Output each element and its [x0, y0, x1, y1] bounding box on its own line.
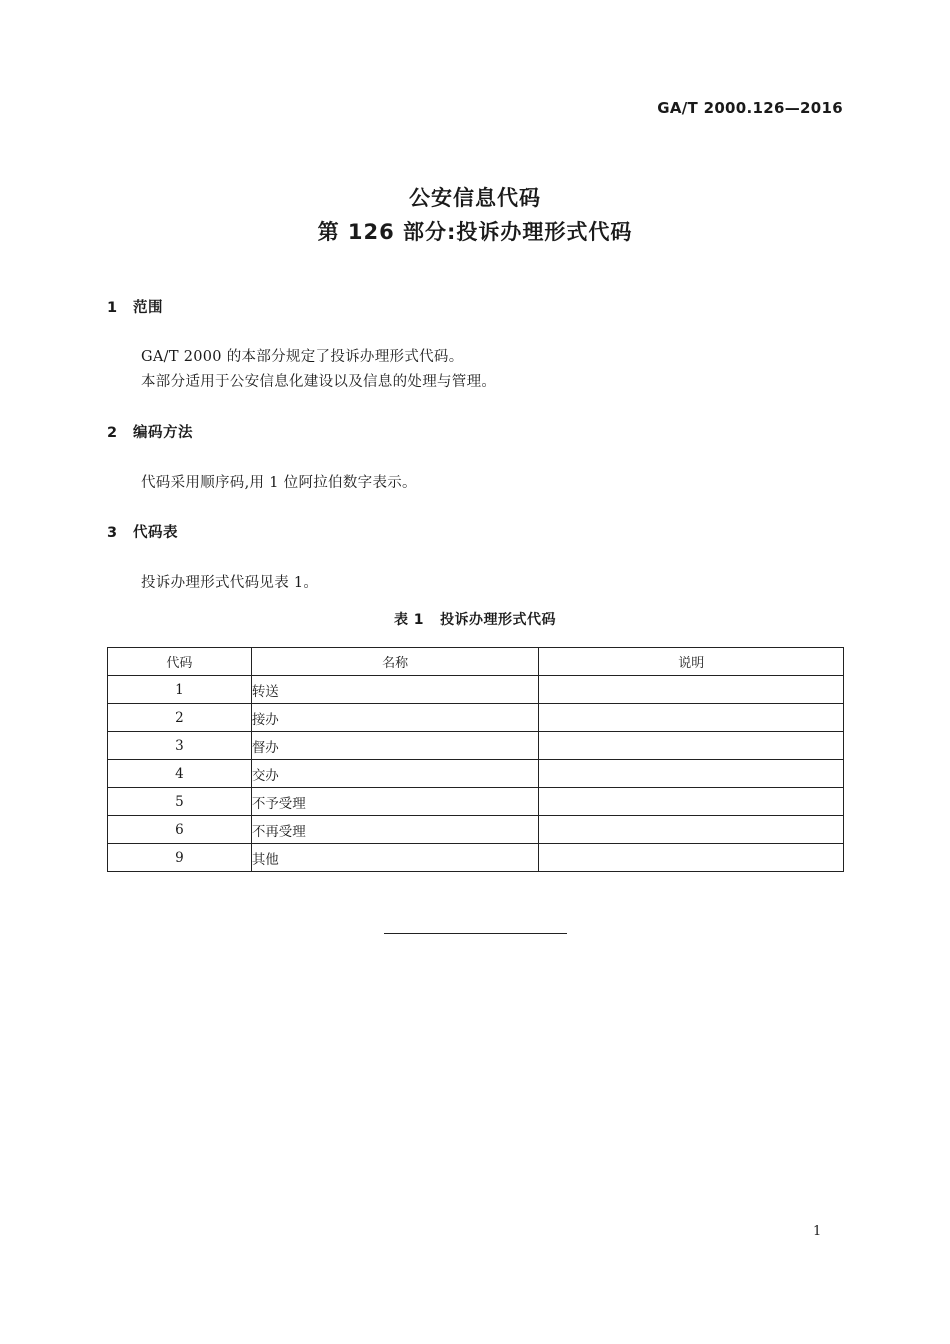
- end-of-document-rule: [384, 933, 567, 934]
- cell-note: [539, 732, 844, 760]
- section-heading-scope: [107, 296, 163, 317]
- cell-code: 3: [108, 732, 252, 760]
- table-caption-title: 投诉办理形式代码: [440, 612, 557, 628]
- paragraph: 代码采用顺序码,用 1 位阿拉伯数字表示。: [141, 475, 417, 491]
- cell-note: [539, 676, 844, 704]
- cell-note: [539, 788, 844, 816]
- document-title: 公安信息代码: [409, 186, 541, 210]
- cell-name: 转送: [251, 676, 539, 704]
- code-table: [107, 647, 844, 872]
- table-caption-label: 表 1: [393, 612, 425, 628]
- table-row: [108, 844, 844, 872]
- cell-code: 9: [108, 844, 252, 872]
- section-heading-coding-method: [107, 421, 193, 442]
- table-row: [108, 788, 844, 816]
- page-number: 1: [813, 1224, 822, 1239]
- cell-note: [539, 760, 844, 788]
- cell-code: 2: [108, 704, 252, 732]
- cell-note: [539, 704, 844, 732]
- table-caption: [0, 609, 950, 629]
- section-title: 范围: [133, 300, 163, 316]
- cell-code: 5: [108, 788, 252, 816]
- paragraph: 投诉办理形式代码见表 1。: [141, 575, 319, 591]
- table-row: [108, 704, 844, 732]
- paragraph: GA/T 2000 的本部分规定了投诉办理形式代码。: [141, 349, 464, 365]
- cell-name: 交办: [251, 760, 539, 788]
- cell-name: 接办: [251, 704, 539, 732]
- section-number: 2: [107, 425, 118, 441]
- cell-code: 1: [108, 676, 252, 704]
- table-row: [108, 676, 844, 704]
- table-header-row: [108, 648, 844, 676]
- cell-name: 不再受理: [251, 816, 539, 844]
- section-number: 1: [107, 300, 118, 316]
- table-row: [108, 816, 844, 844]
- cell-code: 6: [108, 816, 252, 844]
- section-number: 3: [107, 525, 118, 541]
- section-title: 编码方法: [133, 425, 193, 441]
- table-row: [108, 732, 844, 760]
- cell-name: 其他: [251, 844, 539, 872]
- cell-code: 4: [108, 760, 252, 788]
- header-name: 名称: [251, 648, 539, 676]
- cell-note: [539, 816, 844, 844]
- document-subtitle: 第 126 部分:投诉办理形式代码: [317, 220, 633, 244]
- section-heading-code-table: [107, 521, 178, 542]
- section-title: 代码表: [133, 525, 178, 541]
- cell-note: [539, 844, 844, 872]
- paragraph: 本部分适用于公安信息化建设以及信息的处理与管理。: [141, 374, 497, 390]
- table-row: [108, 760, 844, 788]
- standard-code: GA/T 2000.126—2016: [657, 99, 843, 117]
- header-note: 说明: [539, 648, 844, 676]
- cell-name: 不予受理: [251, 788, 539, 816]
- cell-name: 督办: [251, 732, 539, 760]
- header-code: 代码: [108, 648, 252, 676]
